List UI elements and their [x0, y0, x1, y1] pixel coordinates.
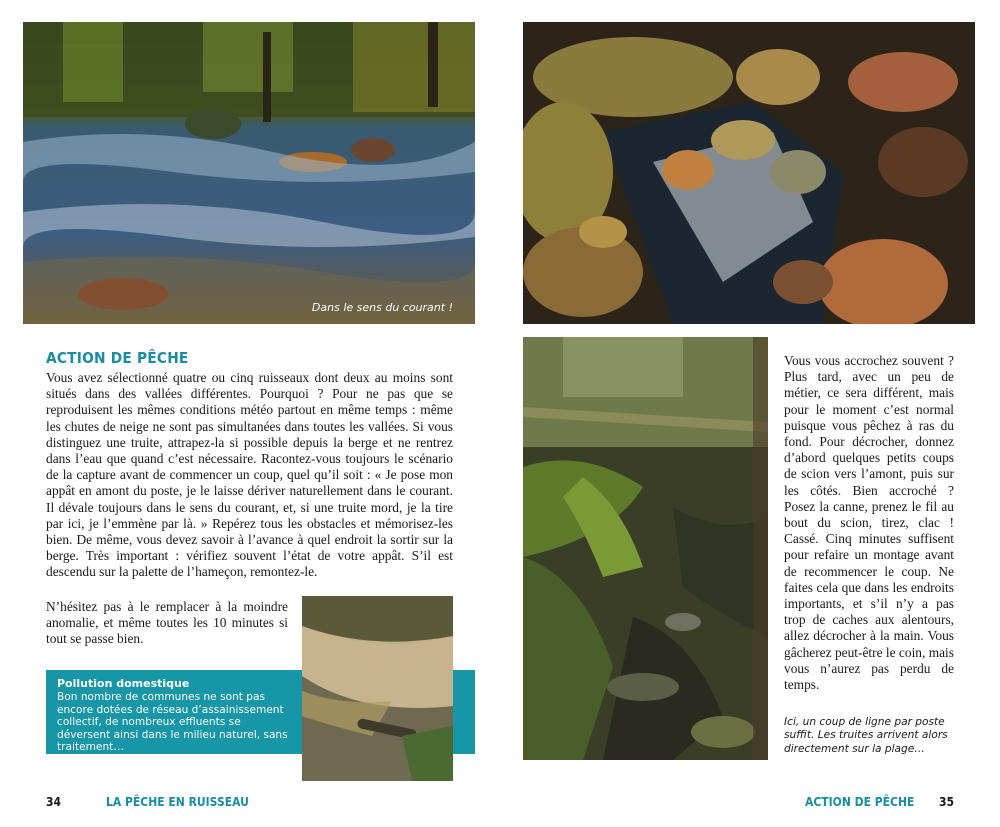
forest-photo	[523, 337, 768, 760]
pollution-box-body: Bon nombre de communes ne sont pas encore dotées de réseau d’assainissement collectif, de nombreux effluents se déversent ainsi dans le milieu naturel, sans traitement…	[57, 691, 288, 754]
page-number-right: 35	[939, 795, 955, 809]
forest-photo-graphic	[523, 337, 768, 760]
stream-photo-graphic	[23, 22, 475, 324]
beach-photo-graphic	[302, 596, 453, 781]
stream-overlay-caption: Dans le sens du courant !	[311, 301, 453, 314]
section-heading: ACTION DE PÊCHE	[46, 349, 189, 367]
beach-photo	[302, 596, 453, 781]
stream-photo	[23, 22, 475, 324]
left-body-paragraph-narrow: N’hésitez pas à le remplacer à la moindre anomalie, et même toutes les 10 minutes si tout se passe bien.	[46, 599, 288, 647]
running-title-right: ACTION DE PÊCHE	[805, 795, 915, 809]
page-number-left: 34	[46, 795, 62, 809]
left-body-paragraph: Vous avez sélectionné quatre ou cinq ruisseaux dont deux au moins sont situés dans des vallées différentes. Pourquoi ? Pour ne pas que se reproduisent les mêmes conditions météo partout en même temps : même les chutes de neige ne sont pas simultanées dans toutes les vallées. Si vous distinguez une truite, attrapez-la si possible depuis la berge et ne rentrez dans l’eau que quand c’est nécessaire. Racontez-vous toujours le scénario de la capture avant de commencer un coup, quel qu’il soit : « Je pose mon appât en amont du poste, je le laisse dériver naturellement dans le courant. Il dévale toujours dans le sens du courant, et, si une truite mord, je la tire par ici, je l’emmène par là. » Repérez tous les obstacles et mémorisez-les bien. De même, vous devez savoir à l’avance à quel endroit la sortir sur la berge. Très important : vérifiez souvent l’état de votre appât. S’il est descendu sur la palette de l’hameçon, remontez-le.	[46, 370, 453, 580]
running-title-left: LA PÊCHE EN RUISSEAU	[106, 795, 249, 809]
rocks-photo-graphic	[523, 22, 975, 324]
pollution-box-title: Pollution domestique	[57, 677, 190, 690]
rocks-photo	[523, 22, 975, 324]
forest-photo-caption: Ici, un coup de ligne par poste suffit. Les truites arrivent alors directement sur la plage…	[784, 716, 948, 755]
right-body-paragraph: Vous vous accrochez souvent ? Plus tard, avec un peu de métier, ce sera différent, mais pour le moment c’est normal puisque vous pêchez à ras du fond. Pour décrocher, donnez d’abord quelques petits coups de scion vers l’amont, puis sur les côtés. Bien accroché ? Posez la canne, prenez le fil au bout du scion, tirez, clac ! Cassé. Cinq minutes suffisent pour refaire un montage avant de recommencer le coup. Ne faites cela que dans les endroits importants, et s’il n’y a pas trop de caches aux alentours, allez décrocher à la main. Vous gâcherez peut-être le coin, mais vous n’aurez pas perdu de temps.	[784, 353, 954, 693]
